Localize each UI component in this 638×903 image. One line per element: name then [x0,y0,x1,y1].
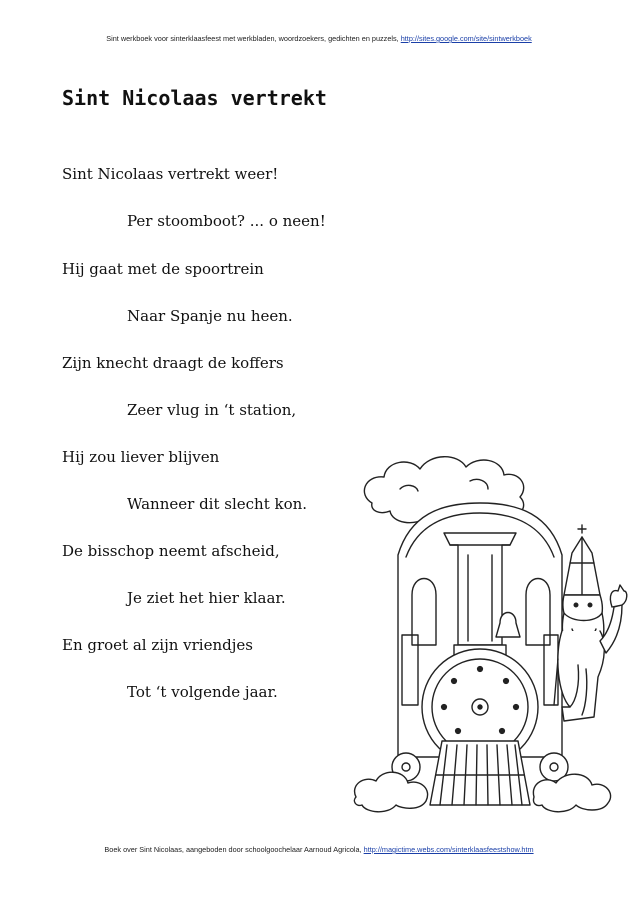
poem-line: Je ziet het hier klaar. [127,589,286,607]
sinterklaas-train-illustration [350,445,628,830]
poem-line: Zijn knecht draagt de koffers [62,354,284,372]
cloud-left [354,772,427,812]
poem-line: Hij zou liever blijven [62,448,220,466]
poem-line: Zeer vlug in ‘t station, [127,401,297,419]
waving-hand-icon [610,585,626,607]
poem-title: Sint Nicolaas vertrekt [62,86,327,110]
poem-line: Naar Spanje nu heen. [127,307,293,325]
poem-line: Hij gaat met de spoortrein [62,260,264,278]
footer-link[interactable]: http://magictime.webs.com/sinterklaasfeestshow.htm [363,845,534,854]
header-text: Sint werkboek voor sinterklaasfeest met werkbladen, woordzoekers, gedichten en puzzels, [106,34,399,43]
poem-line: En groet al zijn vriendjes [62,636,253,654]
poem-line: Tot ‘t volgende jaar. [127,683,278,701]
page-footer [0,845,638,854]
poem-line: Per stoomboot? ... o neen! [127,212,326,230]
sinterklaas-cape [558,631,604,721]
poem-line: Wanneer dit slecht kon. [127,495,308,513]
poem-line: Sint Nicolaas vertrekt weer! [62,165,279,183]
page-header [0,34,638,43]
footer-text: Boek over Sint Nicolaas, aangeboden door schoolgoochelaar Aarnoud Agricola, [104,845,362,854]
poem-line: De bisschop neemt afscheid, [62,542,280,560]
header-link[interactable]: http://sites.google.com/site/sintwerkboek [400,34,532,43]
cloud-right [533,774,610,812]
